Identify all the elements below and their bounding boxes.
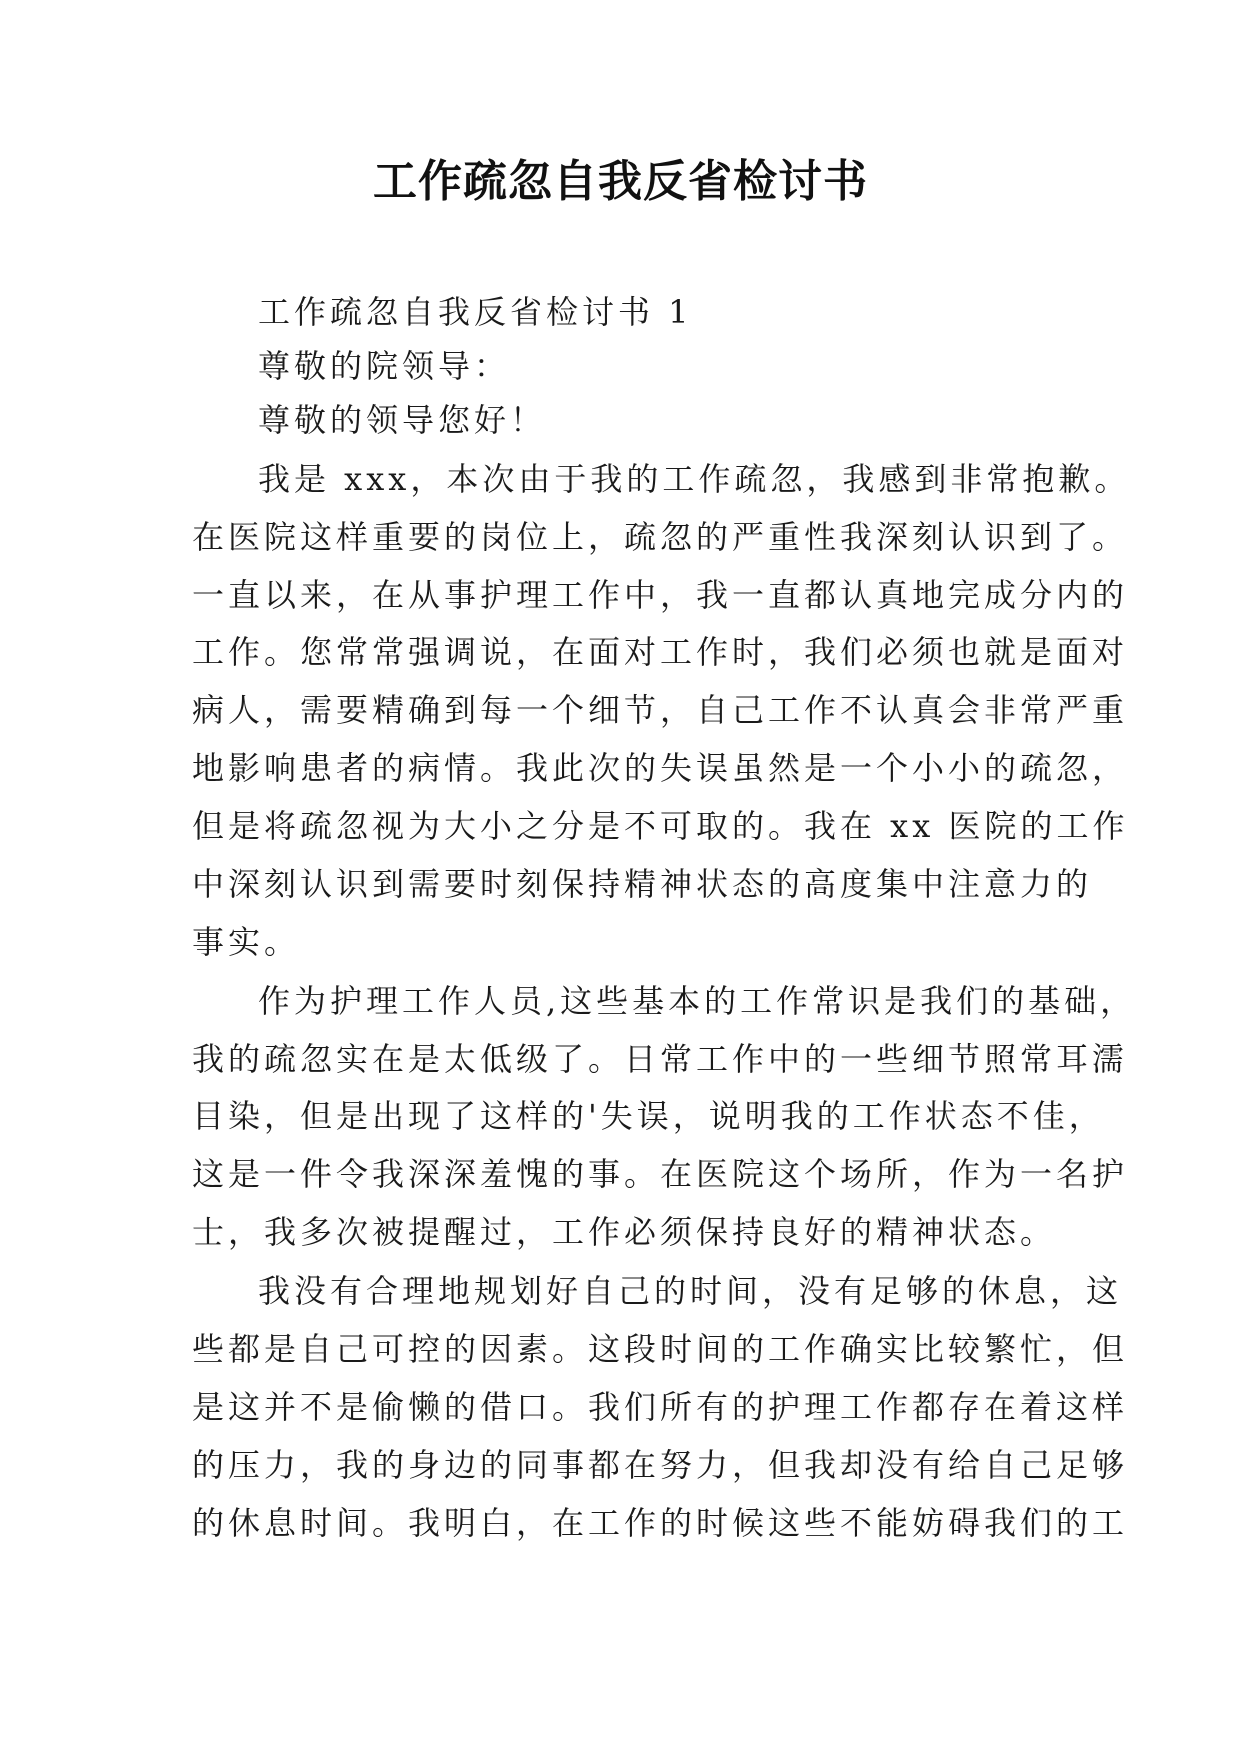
text-line: 一直以来，在从事护理工作中，我一直都认真地完成分内的 bbox=[192, 576, 1129, 614]
text-line: 尊敬的院领导： bbox=[258, 347, 511, 385]
text-line: 士，我多次被提醒过，工作必须保持良好的精神状态。 bbox=[192, 1213, 1057, 1251]
text-line: 的休息时间。我明白，在工作的时候这些不能妨碍我们的工 bbox=[192, 1504, 1129, 1542]
text-line: 作为护理工作人员,这些基本的工作常识是我们的基础， bbox=[258, 982, 1137, 1020]
text-line: 我的疏忽实在是太低级了。日常工作中的一些细节照常耳濡 bbox=[192, 1040, 1129, 1078]
document-title: 工作疏忽自我反省检讨书 bbox=[373, 156, 868, 207]
text-line: 中深刻认识到需要时刻保持精神状态的高度集中注意力的 bbox=[192, 865, 1093, 903]
text-line: 些都是自己可控的因素。这段时间的工作确实比较繁忙，但 bbox=[192, 1330, 1129, 1368]
text-line: 地影响患者的病情。我此次的失误虽然是一个小小的疏忽， bbox=[192, 749, 1129, 787]
text-line: 我是 xxx，本次由于我的工作疏忽，我感到非常抱歉。 bbox=[258, 460, 1131, 498]
text-line: 的压力，我的身边的同事都在努力，但我却没有给自己足够 bbox=[192, 1446, 1129, 1484]
text-line: 这是一件令我深深羞愧的事。在医院这个场所，作为一名护 bbox=[192, 1155, 1129, 1193]
text-line: 我没有合理地规划好自己的时间，没有足够的休息，这 bbox=[258, 1272, 1123, 1310]
text-line: 工作疏忽自我反省检讨书 1 bbox=[258, 293, 693, 331]
text-line: 病人，需要精确到每一个细节，自己工作不认真会非常严重 bbox=[192, 691, 1129, 729]
text-line: 在医院这样重要的岗位上，疏忽的严重性我深刻认识到了。 bbox=[192, 518, 1129, 556]
text-line: 是这并不是偷懒的借口。我们所有的护理工作都存在着这样 bbox=[192, 1388, 1129, 1426]
text-line: 工作。您常常强调说，在面对工作时，我们必须也就是面对 bbox=[192, 633, 1129, 671]
text-line: 但是将疏忽视为大小之分是不可取的。我在 xx 医院的工作 bbox=[192, 807, 1129, 845]
text-line: 尊敬的领导您好！ bbox=[258, 401, 547, 439]
text-line: 目染，但是出现了这样的'失误，说明我的工作状态不佳， bbox=[192, 1097, 1105, 1135]
text-line: 事实。 bbox=[192, 923, 301, 961]
